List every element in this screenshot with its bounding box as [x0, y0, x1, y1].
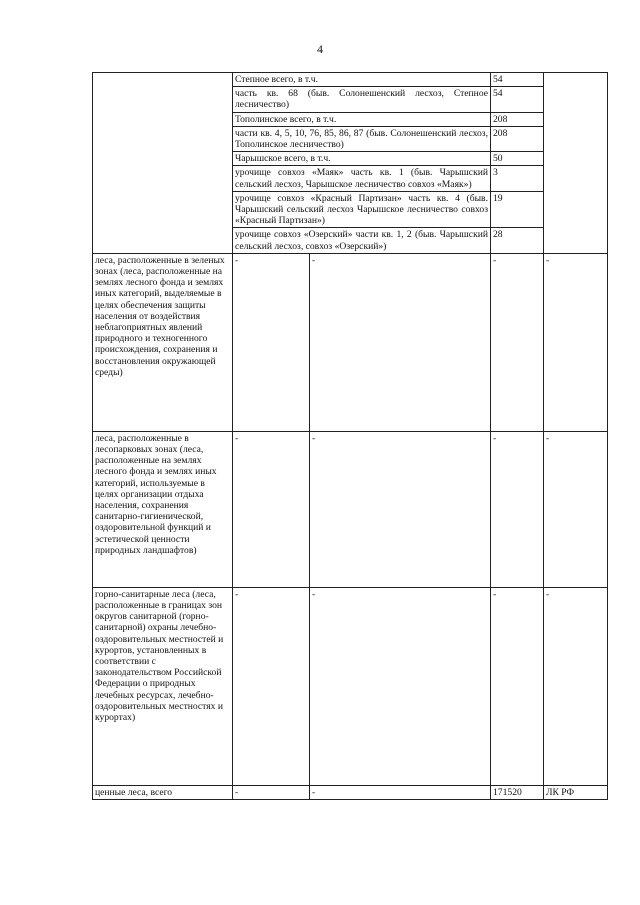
category-cell: 171520	[491, 785, 544, 799]
sub-row-area: 19	[491, 191, 544, 228]
forest-table	[92, 72, 608, 800]
category-name: леса, расположенные в лесопарковых зонах (леса, расположенные на землях лесного фонда и землях иных категорий, используемые в целях организации отдыха населения, сохранения санитарно-гигиенической, оздоровительной функций и эстетической ценности природных ландшафтов)	[93, 431, 233, 587]
table-row-category	[93, 431, 608, 587]
sub-row-area: 208	[491, 126, 544, 151]
sub-row-name: часть кв. 68 (быв. Солонешенский лесхоз, Степное лесничество)	[233, 87, 491, 112]
category-name: горно-санитарные леса (леса, расположенные в границах зон округов санитарной (горно-санитарной) охраны лечебно-оздоровительных местностей и курортов, установленных в соответствии с законодательством Российской Федерации о природных лечебных ресурсах, лечебно-оздоровительных местностях и курортах)	[93, 587, 233, 785]
category-cell: -	[491, 253, 544, 431]
page-number: 4	[317, 42, 323, 56]
category-cell: -	[310, 785, 491, 799]
sub-row-area: 28	[491, 228, 544, 253]
sub-row-area: 208	[491, 112, 544, 126]
category-cell: -	[233, 587, 310, 785]
category-cell: -	[491, 431, 544, 587]
category-cell: -	[544, 431, 608, 587]
category-cell: ЛК РФ	[544, 785, 608, 799]
table-row-category	[93, 587, 608, 785]
sub-row-area: 54	[491, 73, 544, 87]
blank-cell	[93, 73, 233, 254]
sub-row-name: урочище совхоз «Озерский» части кв. 1, 2 (быв. Чарышский сельский лесхоз, совхоз «Озерский»)	[233, 228, 491, 253]
category-cell: -	[233, 785, 310, 799]
table-row-category	[93, 785, 608, 799]
category-cell: -	[544, 587, 608, 785]
sub-row-name: урочище совхоз «Маяк» часть кв. 1 (быв. Чарышский сельский лесхоз, Чарышское лесничество совхоз «Маяк»)	[233, 166, 491, 191]
sub-row-name: Чарышское всего, в т.ч.	[233, 152, 491, 166]
sub-row-name: урочище совхоз «Красный Партизан» часть кв. 4 (быв. Чарышский сельский лесхоз Чарышское лесничество совхоз «Красный Партизан»)	[233, 191, 491, 228]
sub-row-area: 3	[491, 166, 544, 191]
category-name: ценные леса, всего	[93, 785, 233, 799]
table-row-head	[93, 73, 608, 87]
category-name: леса, расположенные в зеленых зонах (леса, расположенные на землях лесного фонда и землях иных категорий, выделяемые в целях обеспечения защиты населения от воздействия неблагоприятных явлений природного и техногенного происхождения, сохранения и восстановления окружающей среды)	[93, 253, 233, 431]
category-cell: -	[544, 253, 608, 431]
sub-row-area: 54	[491, 87, 544, 112]
category-cell: -	[233, 253, 310, 431]
sub-row-name: Тополинское всего, в т.ч.	[233, 112, 491, 126]
blank-cell	[544, 73, 608, 254]
category-cell: -	[310, 431, 491, 587]
category-cell: -	[233, 431, 310, 587]
sub-row-name: части кв. 4, 5, 10, 76, 85, 86, 87 (быв. Солонешенский лесхоз, Тополинское лесничество)	[233, 126, 491, 151]
table-row-category	[93, 253, 608, 431]
sub-row-name: Степное всего, в т.ч.	[233, 73, 491, 87]
category-cell: -	[310, 587, 491, 785]
category-cell: -	[491, 587, 544, 785]
category-cell: -	[310, 253, 491, 431]
sub-row-area: 50	[491, 152, 544, 166]
